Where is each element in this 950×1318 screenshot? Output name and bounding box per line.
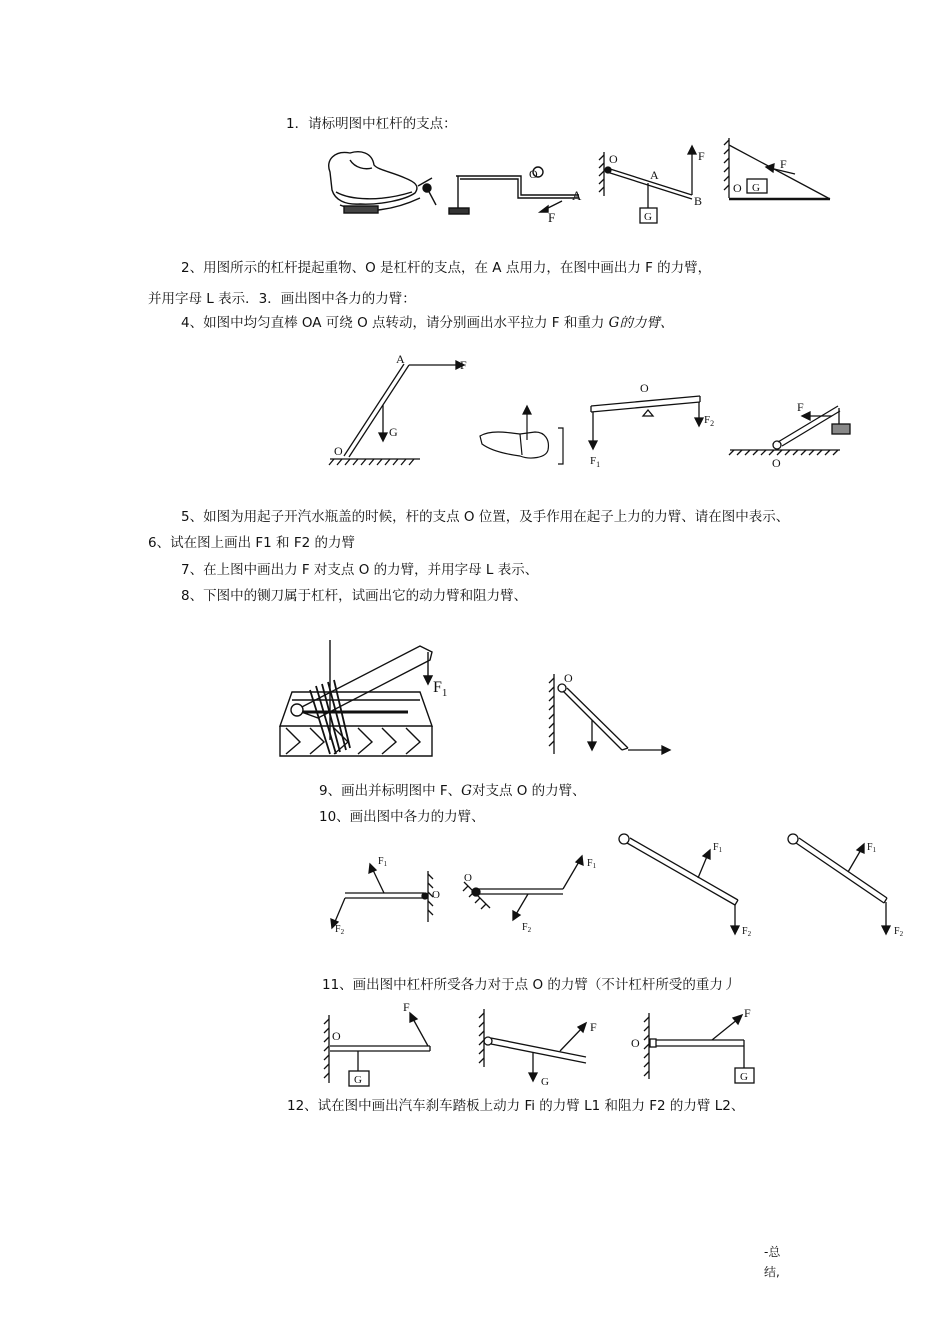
guillotine-figure xyxy=(280,640,432,756)
wall-lever-11b-figure xyxy=(479,1009,586,1081)
label-F2-10b: $F_2$ xyxy=(522,922,532,934)
label-O-1: O xyxy=(529,167,538,181)
label-F2-10c: $F_2$ xyxy=(742,926,752,938)
label-F-11b: F xyxy=(590,1020,597,1034)
lever-wall-right-figure xyxy=(331,864,433,928)
question-9-tail: 对支点 O 的力臂、 xyxy=(471,783,586,799)
question-12: 12、试在图中画出汽车刹车踏板上动力 Fi 的力臂 L1 和阻力 F2 的力臂 L2、 xyxy=(287,1098,745,1114)
label-G-11a: G xyxy=(354,1074,362,1086)
label-F-2: F xyxy=(698,149,705,163)
footer-line-2: 结, xyxy=(764,1265,780,1279)
crank-lever-figure xyxy=(449,167,579,214)
foot-pedal-figure xyxy=(329,152,436,213)
question-11: 11、画出图中杠杆所受各力对于点 O 的力臂（不计杠杆所受的重力丿 xyxy=(322,977,737,993)
label-A-4: A xyxy=(396,352,405,366)
figure-row-5-svg xyxy=(0,995,950,1095)
footer-line-1: -总 xyxy=(764,1245,781,1259)
label-F-11a: F xyxy=(403,1000,410,1014)
crane-lever-figure xyxy=(729,406,850,455)
label-O-6: O xyxy=(772,456,781,470)
figure-row-4-svg xyxy=(0,826,950,946)
question-9-g: G xyxy=(461,783,472,799)
lever-pivot-left-figure xyxy=(463,856,583,920)
label-O-10b: O xyxy=(464,872,472,884)
label-B-2: B xyxy=(694,194,703,208)
label-G-4: G xyxy=(389,425,398,439)
label-F1-10b: $F_1$ xyxy=(587,858,597,870)
question-2: 2、用图所示的杠杆提起重物、O 是杠杆的支点，在 A 点用力，在图中画出力 F 的力臂， xyxy=(181,260,712,276)
figure-row-2-svg xyxy=(0,340,950,480)
label-O-3: O xyxy=(733,181,742,195)
figure-row-2 xyxy=(0,340,950,480)
wall-lever-11a-figure xyxy=(324,1013,430,1086)
balance-beam-figure xyxy=(589,396,703,449)
label-A-2: A xyxy=(650,168,659,182)
question-9-text: 9、画出并标明图中 F、 xyxy=(319,783,462,799)
label-F-1: F xyxy=(548,210,556,225)
question-7: 7、在上图中画出力 F 对支点 O 的力臂，并用字母 L 表示、 xyxy=(181,562,539,578)
question-4-tail: G的力臂、 xyxy=(608,315,674,331)
question-10: 10、画出图中各力的力臂、 xyxy=(319,809,485,825)
figure-row-3 xyxy=(0,630,950,770)
label-F-3: F xyxy=(780,157,787,171)
question-1: 1．请标明图中杠杆的支点： xyxy=(286,116,457,132)
label-O-11c: O xyxy=(631,1036,640,1050)
label-A-1: A xyxy=(572,188,582,203)
question-2-cont: 并用字母 L 表示．3．画出图中各力的力臂： xyxy=(148,291,416,307)
question-4 xyxy=(181,314,673,332)
label-G-11c: G xyxy=(740,1071,748,1083)
label-O-11a: O xyxy=(332,1029,341,1043)
label-F2-5: $F_2$ xyxy=(704,414,715,428)
question-9 xyxy=(319,782,586,800)
label-F1-8: $F_1$ xyxy=(433,679,448,699)
question-5: 5、如图为用起子开汽水瓶盖的时候，杆的支点 O 位置，及手作用在起子上力的力臂、请在图中表示、 xyxy=(181,509,790,525)
rod-oa-figure xyxy=(329,361,464,465)
label-F1-10a: $F_1$ xyxy=(378,856,388,868)
wall-lever-11c-figure xyxy=(644,1013,754,1083)
label-O-10a: O xyxy=(432,889,440,901)
label-O-2: O xyxy=(609,152,618,166)
label-F1-5: $F_1$ xyxy=(590,455,601,469)
figure-row-4 xyxy=(0,826,950,946)
question-4-text: 4、如图中均匀直棒 OA 可绕 O 点转动，请分别画出水平拉力 F 和重力 xyxy=(181,315,609,331)
footer xyxy=(764,1242,780,1282)
label-G-3: G xyxy=(752,182,760,194)
label-F1-10c: $F_1$ xyxy=(713,842,723,854)
question-8: 8、下图中的铡刀属于杠杆，试画出它的动力臂和阻力臂、 xyxy=(181,588,528,604)
label-O-8: O xyxy=(564,671,573,685)
label-O-5: O xyxy=(640,381,649,395)
label-G-2: G xyxy=(644,211,652,223)
label-F2-10a: $F_2$ xyxy=(335,924,345,936)
label-F1-10d: $F_1$ xyxy=(867,842,877,854)
label-G-11b: G xyxy=(541,1076,549,1088)
hanging-rod-figure xyxy=(549,674,670,754)
label-F-4: F xyxy=(460,358,467,372)
bottle-opener-figure xyxy=(480,406,563,464)
figure-row-1-svg xyxy=(0,0,950,240)
figure-row-1 xyxy=(0,0,950,240)
label-F-11c: F xyxy=(744,1006,751,1020)
label-F2-10d: $F_2$ xyxy=(894,926,904,938)
figure-row-5 xyxy=(0,995,950,1095)
figure-row-3-svg xyxy=(0,630,950,770)
label-F-6: F xyxy=(797,400,804,414)
question-6: 6、试在图上画出 F1 和 F2 的力臂 xyxy=(148,535,355,551)
label-O-4: O xyxy=(334,444,343,458)
